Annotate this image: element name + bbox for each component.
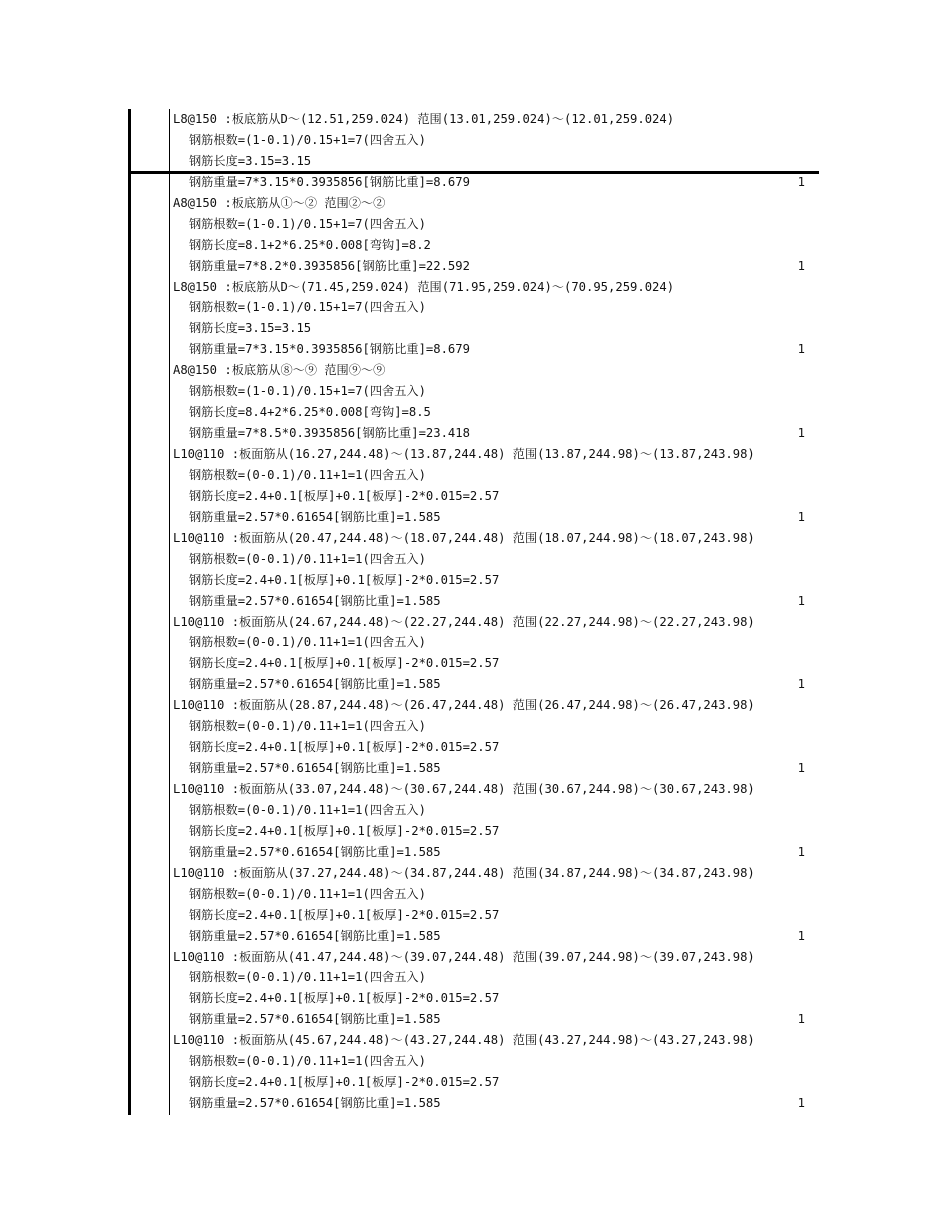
rebar-formula-text: 钢筋根数=(0-0.1)/0.11+1=1(四舍五入) [189,970,426,985]
rebar-detail-row [0,570,950,591]
rebar-spec-text: L10@110 :板面筋从(20.47,244.48)～(18.07,244.48) 范围(18.07,244.98)～(18.07,243.98) [173,530,755,545]
rebar-formula-text: 钢筋重量=2.57*0.61654[钢筋比重]=1.585 [189,509,441,524]
rebar-spec-text: L10@110 :板面筋从(33.07,244.48)～(30.67,244.48) 范围(30.67,244.98)～(30.67,243.98) [173,782,755,796]
quantity-cell: 1 [797,928,805,943]
rebar-formula-text: 钢筋根数=(0-0.1)/0.11+1=1(四舍五入) [189,551,426,566]
rebar-formula-text: 钢筋重量=2.57*0.61654[钢筋比重]=1.585 [189,1096,441,1111]
rebar-detail-row [0,737,950,758]
rebar-formula-text: 钢筋长度=2.4+0.1[板厚]+0.1[板厚]-2*0.015=2.57 [189,1075,500,1090]
rebar-formula-text: 钢筋长度=2.4+0.1[板厚]+0.1[板厚]-2*0.015=2.57 [189,656,500,671]
rebar-formula-text: 钢筋根数=(0-0.1)/0.11+1=1(四舍五入) [189,802,426,817]
rebar-formula-text: 钢筋根数=(0-0.1)/0.11+1=1(四舍五入) [189,635,426,650]
rebar-detail-row [0,214,950,235]
rebar-detail-row [0,507,950,528]
rebar-formula-text: 钢筋长度=3.15=3.15 [189,153,312,168]
quantity-cell: 1 [797,761,805,776]
quantity-cell: 1 [797,509,805,524]
rebar-spec-row [0,779,950,800]
rebar-detail-row [0,842,950,863]
rebar-detail-row [0,339,950,360]
quantity-cell: 1 [797,593,805,608]
rebar-detail-row [0,235,950,256]
rebar-spec-row [0,360,950,381]
rebar-detail-row [0,465,950,486]
rebar-detail-row [0,905,950,926]
rebar-formula-text: 钢筋根数=(1-0.1)/0.15+1=7(四舍五入) [189,300,426,315]
rebar-spec-row [0,277,950,298]
quantity-cell: 1 [797,844,805,859]
rebar-spec-row [0,695,950,716]
rebar-spec-row [0,528,950,549]
rebar-formula-text: 钢筋根数=(0-0.1)/0.11+1=1(四舍五入) [189,886,426,901]
rebar-detail-row [0,926,950,947]
rebar-spec-row [0,1030,950,1051]
rebar-detail-row [0,632,950,653]
rebar-detail-row [0,486,950,507]
quantity-cell: 1 [797,174,805,189]
rebar-formula-text: 钢筋根数=(0-0.1)/0.11+1=1(四舍五入) [189,719,426,734]
rebar-formula-text: 钢筋重量=7*3.15*0.3935856[钢筋比重]=8.679 [189,342,470,357]
rebar-spec-row [0,863,950,884]
quantity-cell: 1 [797,1012,805,1027]
rebar-formula-text: 钢筋长度=2.4+0.1[板厚]+0.1[板厚]-2*0.015=2.57 [189,572,500,587]
rebar-spec-text: L10@110 :板面筋从(45.67,244.48)～(43.27,244.48) 范围(43.27,244.98)～(43.27,243.98) [173,1033,755,1048]
rebar-detail-row [0,884,950,905]
rebar-formula-text: 钢筋重量=2.57*0.61654[钢筋比重]=1.585 [189,844,441,859]
rebar-spec-text: L10@110 :板面筋从(28.87,244.48)～(26.47,244.48) 范围(26.47,244.98)～(26.47,243.98) [173,698,755,713]
rebar-formula-text: 钢筋重量=2.57*0.61654[钢筋比重]=1.585 [189,928,441,943]
rebar-formula-text: 钢筋长度=8.4+2*6.25*0.008[弯钩]=8.5 [189,405,431,420]
rebar-formula-text: 钢筋重量=7*8.2*0.3935856[钢筋比重]=22.592 [189,258,470,273]
rebar-formula-text: 钢筋重量=2.57*0.61654[钢筋比重]=1.585 [189,1012,441,1027]
rebar-formula-text: 钢筋根数=(0-0.1)/0.11+1=1(四舍五入) [189,1054,426,1069]
rebar-detail-row [0,967,950,988]
rebar-spec-text: A8@150 :板底筋从①～② 范围②～② [173,195,386,210]
rebar-detail-row [0,549,950,570]
rebar-formula-text: 钢筋根数=(1-0.1)/0.15+1=7(四舍五入) [189,216,426,231]
rebar-detail-row [0,423,950,444]
calculation-rows [0,109,950,1114]
rebar-spec-text: L10@110 :板面筋从(24.67,244.48)～(22.27,244.48) 范围(22.27,244.98)～(22.27,243.98) [173,614,755,629]
rebar-detail-row [0,988,950,1009]
rebar-formula-text: 钢筋长度=3.15=3.15 [189,321,312,336]
quantity-cell: 1 [797,426,805,441]
rebar-formula-text: 钢筋重量=2.57*0.61654[钢筋比重]=1.585 [189,677,441,692]
rebar-spec-text: A8@150 :板底筋从⑧～⑨ 范围⑨～⑨ [173,363,386,378]
rebar-detail-row [0,716,950,737]
rebar-detail-row [0,381,950,402]
rebar-detail-row [0,674,950,695]
rebar-detail-row [0,318,950,339]
rebar-formula-text: 钢筋重量=7*8.5*0.3935856[钢筋比重]=23.418 [189,426,470,441]
rebar-spec-text: L10@110 :板面筋从(16.27,244.48)～(13.87,244.48) 范围(13.87,244.98)～(13.87,243.98) [173,447,755,461]
rebar-detail-row [0,591,950,612]
rebar-detail-row [0,821,950,842]
rebar-formula-text: 钢筋根数=(0-0.1)/0.11+1=1(四舍五入) [189,467,426,482]
rebar-formula-text: 钢筋长度=2.4+0.1[板厚]+0.1[板厚]-2*0.015=2.57 [189,991,500,1006]
rebar-detail-row [0,1009,950,1030]
rebar-detail-row [0,1072,950,1093]
rebar-formula-text: 钢筋根数=(1-0.1)/0.15+1=7(四舍五入) [189,132,426,147]
rebar-detail-row [0,130,950,151]
rebar-spec-text: L10@110 :板面筋从(41.47,244.48)～(39.07,244.48) 范围(39.07,244.98)～(39.07,243.98) [173,949,755,964]
rebar-formula-text: 钢筋长度=2.4+0.1[板厚]+0.1[板厚]-2*0.015=2.57 [189,488,500,503]
rebar-detail-row [0,256,950,277]
rebar-formula-text: 钢筋重量=2.57*0.61654[钢筋比重]=1.585 [189,761,441,776]
rebar-spec-text: L10@110 :板面筋从(37.27,244.48)～(34.87,244.48) 范围(34.87,244.98)～(34.87,243.98) [173,865,755,880]
rebar-detail-row [0,758,950,779]
quantity-cell: 1 [797,1096,805,1111]
rebar-detail-row [0,297,950,318]
quantity-cell: 1 [797,342,805,357]
rebar-detail-row [0,402,950,423]
rebar-spec-row [0,947,950,968]
rebar-spec-text: L8@150 :板底筋从D～(12.51,259.024) 范围(13.01,259.024)～(12.01,259.024) [173,112,675,126]
rebar-formula-text: 钢筋长度=2.4+0.1[板厚]+0.1[板厚]-2*0.015=2.57 [189,823,500,838]
rebar-spec-row [0,612,950,633]
rebar-detail-row [0,800,950,821]
rebar-detail-row [0,1051,950,1072]
rebar-formula-text: 钢筋长度=8.1+2*6.25*0.008[弯钩]=8.2 [189,237,431,252]
rebar-spec-row [0,109,950,130]
rebar-formula-text: 钢筋长度=2.4+0.1[板厚]+0.1[板厚]-2*0.015=2.57 [189,740,500,755]
rebar-formula-text: 钢筋长度=2.4+0.1[板厚]+0.1[板厚]-2*0.015=2.57 [189,907,500,922]
rebar-formula-text: 钢筋重量=2.57*0.61654[钢筋比重]=1.585 [189,593,441,608]
rebar-detail-row [0,172,950,193]
rebar-spec-text: L8@150 :板底筋从D～(71.45,259.024) 范围(71.95,259.024)～(70.95,259.024) [173,279,675,294]
rebar-formula-text: 钢筋根数=(1-0.1)/0.15+1=7(四舍五入) [189,384,426,399]
rebar-detail-row [0,1093,950,1114]
rebar-detail-row [0,151,950,172]
rebar-formula-text: 钢筋重量=7*3.15*0.3935856[钢筋比重]=8.679 [189,174,470,189]
rebar-spec-row [0,193,950,214]
rebar-detail-row [0,653,950,674]
quantity-cell: 1 [797,677,805,692]
rebar-spec-row [0,444,950,465]
quantity-cell: 1 [797,258,805,273]
